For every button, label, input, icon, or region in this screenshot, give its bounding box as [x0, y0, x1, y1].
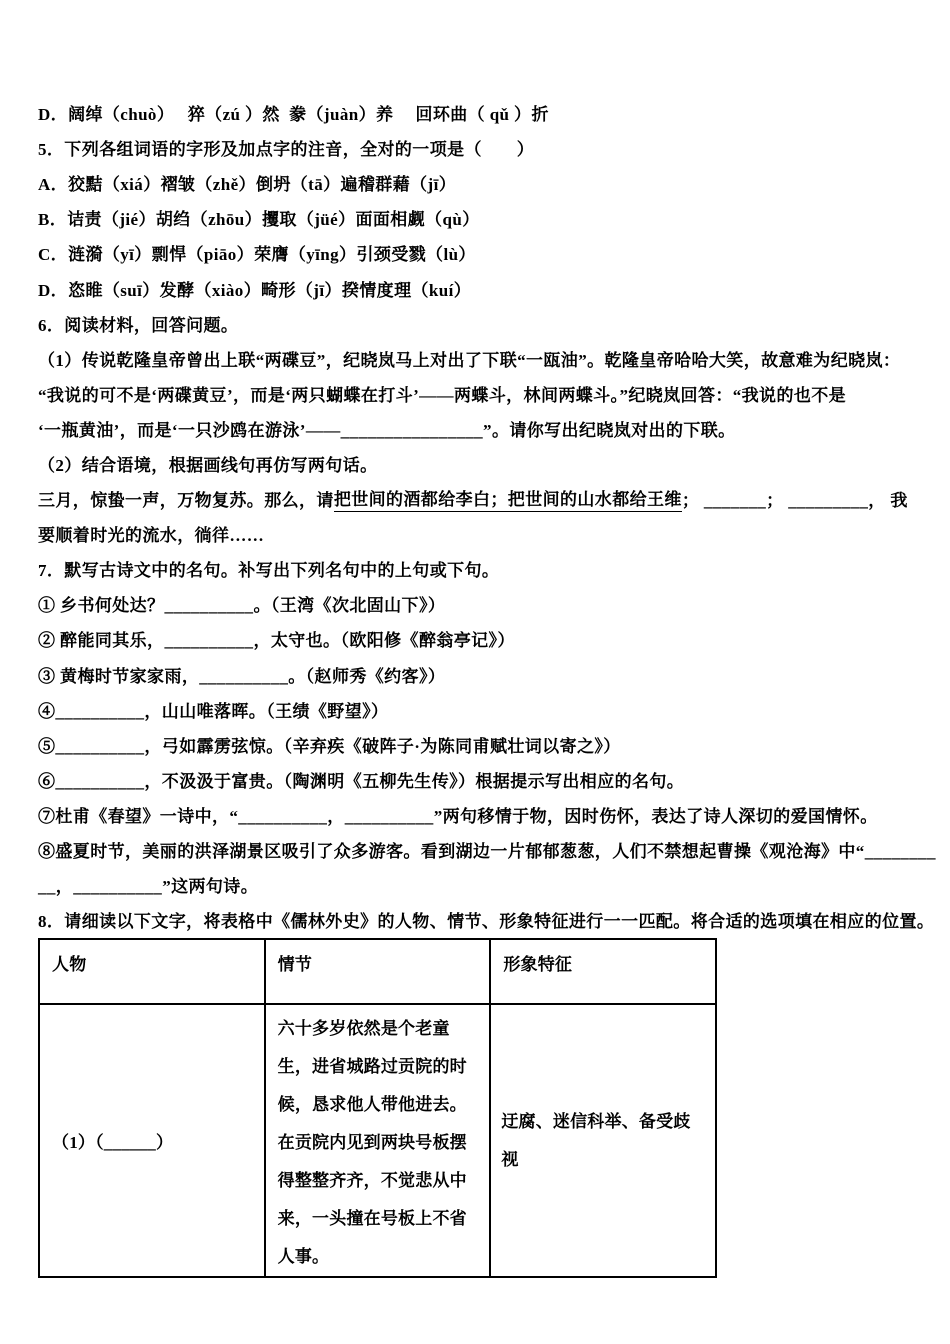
line-q5-option-a: [38, 165, 932, 200]
line-q4-option-d: [38, 95, 932, 130]
text-segment: 三月，惊蛰一声，万物复苏。那么，请: [38, 491, 334, 511]
text-segment: D．阔绰（chuò） 猝（zú ）然 豢（juàn）养 回环曲（ qǔ ）折: [38, 105, 549, 125]
line-q5-option-c: [38, 235, 932, 270]
line-q7-item3: [38, 657, 932, 692]
line-q7-item7: [38, 797, 932, 832]
line-q7-item8-l1: [38, 832, 936, 867]
line-q6-part1-l3: [38, 411, 932, 446]
table-header-person: 人物: [39, 939, 265, 1004]
text-segment: 6．阅读材料，回答问题。: [38, 315, 239, 335]
cell-person-blank: （1）（______）: [39, 1004, 265, 1277]
text-segment: ‘一瓶黄油’，而是‘一只沙鸥在游泳’——________________”。请你写出纪晓岚对出的下联。: [38, 420, 736, 440]
text-segment: C．涟漪（yī）剽悍（piāo）荣膺（yīng）引颈受戮（lù）: [38, 245, 476, 265]
text-segment: ⑤__________，弓如霹雳弦惊。（辛弃疾《破阵子·为陈同甫赋壮词以寄之》）: [38, 736, 621, 756]
document-lines: [38, 95, 936, 937]
line-q6-part2-l2: [38, 516, 932, 551]
line-q5-option-b: [38, 200, 932, 235]
document-body: [38, 95, 936, 1278]
text-segment: 要顺着时光的流水，徜徉……: [38, 526, 265, 546]
text-segment: ⑥__________，不汲汲于富贵。（陶渊明《五柳先生传》）根据提示写出相应的名句。: [38, 771, 685, 791]
line-q5-option-d: [38, 270, 932, 305]
text-segment: ③ 黄梅时节家家雨，__________。（赵师秀《约客》）: [38, 666, 446, 686]
line-q8-stem: [38, 902, 935, 937]
line-q6-part1-l1: [38, 341, 932, 376]
text-segment: （2）结合语境，根据画线句再仿写两句话。: [38, 455, 378, 475]
text-segment: 7．默写古诗文中的名句。补写出下列名句中的上句或下句。: [38, 561, 500, 581]
text-segment: B．诘责（jié）胡绉（zhōu）攫取（jüé）面面相觑（qù）: [38, 210, 480, 230]
line-q6-part2-l1: [38, 481, 932, 516]
text-segment: （1）传说乾隆皇帝曾出上联“两碟豆”，纪晓岚马上对出了下联“一瓯油”。乾隆皇帝哈哈大笑，故意难为纪晓岚：: [38, 350, 901, 370]
text-segment: __，__________”这两句诗。: [38, 877, 259, 897]
cell-plot-text: 六十多岁依然是个老童生，进省城路过贡院的时候，恳求他人带他进去。在贡院内见到两块号板摆得整整齐齐，不觉悲从中来，一头撞在号板上不省人事。: [265, 1004, 491, 1277]
table-header-row: [39, 939, 716, 1004]
text-segment: ④__________，山山唯落晖。（王绩《野望》）: [38, 701, 389, 721]
line-q7-stem: [38, 551, 932, 586]
matching-table: [38, 938, 717, 1278]
text-segment: ① 乡书何处达？__________。（王湾《次北固山下》）: [38, 596, 446, 616]
text-segment: “我说的可不是‘两碟黄豆’，而是‘两只蝴蝶在打斗’——两蝶斗，林间两蝶斗。”纪晓岚回答：“我说的也不是: [38, 385, 847, 405]
line-q7-item8-l2: [38, 867, 932, 902]
text-segment: ⑧盛夏时节，美丽的洪泽湖景区吸引了众多游客。看到湖边一片郁郁葱葱，人们不禁想起曹操《观沧海》中“________: [38, 842, 936, 862]
cell-traits-text: 迂腐、迷信科举、备受歧视: [490, 1004, 716, 1277]
text-segment: A．狡黠（xiá）褶皱（zhě）倒坍（tā）遍稽群藉（jī）: [38, 175, 457, 195]
underlined-phrase: 把世间的酒都给李白；把世间的山水都给王维: [334, 485, 682, 512]
line-q7-item1: [38, 586, 932, 621]
table-header-traits: 形象特征: [490, 939, 716, 1004]
line-q7-item4: [38, 692, 932, 727]
line-q5-stem: [38, 130, 932, 165]
text-segment: ； _______； _________， 我: [681, 491, 908, 511]
text-segment: ⑦杜甫《春望》一诗中，“__________，__________”两句移情于物，因时伤怀，表达了诗人深切的爱国情怀。: [38, 806, 878, 826]
line-q7-item6: [38, 762, 932, 797]
line-q6-stem: [38, 306, 932, 341]
text-segment: D．恣睢（suī）发酵（xiào）畸形（jī）揆情度理（kuí）: [38, 280, 472, 300]
line-q6-part1-l2: [38, 376, 932, 411]
line-q6-part2-stem: [38, 446, 932, 481]
text-segment: 5．下列各组词语的字形及加点字的注音，全对的一项是（ ）: [38, 140, 535, 160]
line-q7-item5: [38, 727, 932, 762]
line-q7-item2: [38, 621, 932, 656]
text-segment: 8．请细读以下文字，将表格中《儒林外史》的人物、情节、形象特征进行一一匹配。将合适的选项填在相应的位置。: [38, 912, 935, 932]
text-segment: ② 醉能同其乐，__________，太守也。（欧阳修《醉翁亭记》）: [38, 631, 515, 651]
table-row: [39, 1004, 716, 1277]
table-header-plot: 情节: [265, 939, 491, 1004]
